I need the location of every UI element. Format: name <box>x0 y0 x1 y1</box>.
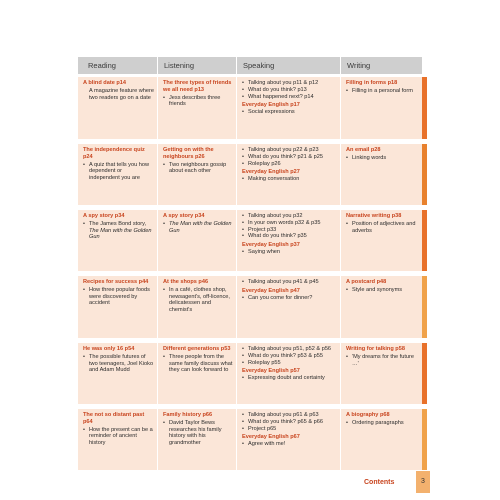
listening-cell <box>158 210 237 271</box>
header-reading: Reading <box>78 57 158 74</box>
speaking-cell <box>237 77 341 139</box>
reading-title: Recipes for success p44 <box>83 279 149 285</box>
speaking-item: • Talking about you p11 & p12 <box>242 80 337 87</box>
speaking-cell <box>237 144 341 205</box>
reading-cell <box>78 409 158 470</box>
everyday-english-title: Everyday English p47 <box>242 287 300 294</box>
speaking-item: • Project p65 <box>242 426 337 433</box>
reading-item: • How three popular foods were discovered by accident <box>83 287 154 307</box>
unit-row-3 <box>78 210 422 271</box>
listening-item: • Three people from the same family discuss what they can look forward to <box>163 354 233 374</box>
listening-title: Different generations p53 <box>163 346 231 352</box>
listening-item: • Two neighbours gossip about each other <box>163 162 233 176</box>
listening-item: • Jess describes three friends <box>163 95 233 109</box>
listening-title: At the shops p46 <box>163 279 209 285</box>
unit-tab-1 <box>422 77 427 139</box>
writing-item: • Style and synonyms <box>346 287 419 294</box>
speaking-item: • What do you think? p53 & p55 <box>242 353 337 360</box>
speaking-item: • Roleplay p55 <box>242 360 337 367</box>
reading-item-text: The James Bond story, <box>89 220 147 227</box>
everyday-english-title: Everyday English p37 <box>242 242 300 249</box>
unit-tab-6 <box>422 409 427 470</box>
unit-row-6 <box>78 409 422 470</box>
everyday-english-title: Everyday English p17 <box>242 102 300 109</box>
writing-cell <box>341 77 422 139</box>
unit-tab-3 <box>422 210 427 271</box>
footer-contents-label: Contents <box>364 479 395 486</box>
listening-title: A spy story p34 <box>163 213 205 219</box>
writing-title: An email p28 <box>346 147 381 153</box>
page-number: 3 <box>416 471 430 493</box>
reading-item-book: The Man with the Golden Gun <box>89 227 152 241</box>
reading-desc: A magazine feature where two readers go on a date <box>89 87 154 101</box>
speaking-item: • Project p33 <box>242 227 337 234</box>
writing-cell <box>341 210 422 271</box>
reading-title: A spy story p34 <box>83 213 125 219</box>
header-speaking: Speaking <box>237 57 341 74</box>
listening-cell <box>158 409 237 470</box>
writing-title: A biography p68 <box>346 412 390 418</box>
unit-row-1 <box>78 77 422 139</box>
speaking-item: • What do you think? p35 <box>242 233 337 240</box>
speaking-item: • Talking about you p41 & p45 <box>242 279 337 286</box>
listening-title: The three types of friends we all need p13 <box>163 80 232 93</box>
unit-tab-2 <box>422 144 427 205</box>
listening-cell <box>158 144 237 205</box>
listening-title: Getting on with the neighbours p26 <box>163 147 214 160</box>
listening-cell <box>158 77 237 139</box>
writing-title: A postcard p48 <box>346 279 387 285</box>
writing-item: • 'My dreams for the future …' <box>346 354 419 368</box>
reading-title: The independence quiz p24 <box>83 147 145 160</box>
reading-cell <box>78 276 158 338</box>
speaking-item: • Talking about you p51, p52 & p56 <box>242 346 337 353</box>
everyday-english-item: • Expressing doubt and certainty <box>242 375 337 382</box>
listening-cell <box>158 276 237 338</box>
writing-item: • Position of adjectives and adverbs <box>346 221 419 235</box>
reading-title: He was only 16 p54 <box>83 346 135 352</box>
header-writing: Writing <box>341 57 422 74</box>
everyday-english-item: • Can you come for dinner? <box>242 295 337 302</box>
writing-title: Narrative writing p38 <box>346 213 402 219</box>
speaking-item: • What do you think? p21 & p25 <box>242 154 337 161</box>
writing-cell <box>341 409 422 470</box>
unit-row-4 <box>78 276 422 338</box>
speaking-item: • In your own words p32 & p35 <box>242 220 337 227</box>
listening-title: Family history p66 <box>163 412 213 418</box>
unit-tab-4 <box>422 276 427 338</box>
everyday-english-title: Everyday English p57 <box>242 368 300 375</box>
speaking-item: • Talking about you p61 & p63 <box>242 412 337 419</box>
everyday-english-item: • Saying when <box>242 249 337 256</box>
writing-item: • Filling in a personal form <box>346 88 419 95</box>
unit-row-5 <box>78 343 422 404</box>
speaking-item: • What do you think? p13 <box>242 87 337 94</box>
reading-cell <box>78 77 158 139</box>
speaking-item: • What happened next? p14 <box>242 94 337 101</box>
reading-title: The not so distant past p64 <box>83 412 145 425</box>
speaking-item: • Roleplay p26 <box>242 161 337 168</box>
reading-item: • A quiz that tells you how dependent or independent you are <box>83 162 154 182</box>
reading-item <box>83 221 154 241</box>
reading-cell <box>78 343 158 404</box>
unit-tab-5 <box>422 343 427 404</box>
speaking-cell <box>237 210 341 271</box>
listening-item: • In a café, clothes shop, newsagent's, off-licence, delicatessen and chemist's <box>163 287 233 314</box>
speaking-item: • Talking about you p32 <box>242 213 337 220</box>
writing-item: • Ordering paragraphs <box>346 420 419 427</box>
listening-cell <box>158 343 237 404</box>
speaking-cell <box>237 343 341 404</box>
writing-cell <box>341 144 422 205</box>
reading-item: • The possible futures of two teenagers, Joel Kioko and Adam Mudd <box>83 354 154 374</box>
table-header <box>78 57 422 74</box>
everyday-english-item: • Social expressions <box>242 109 337 116</box>
speaking-cell <box>237 409 341 470</box>
speaking-item: • What do you think? p65 & p66 <box>242 419 337 426</box>
unit-row-2 <box>78 144 422 205</box>
reading-cell <box>78 144 158 205</box>
speaking-item: • Talking about you p22 & p23 <box>242 147 337 154</box>
writing-cell <box>341 343 422 404</box>
everyday-english-item: • Agree with me! <box>242 441 337 448</box>
speaking-cell <box>237 276 341 338</box>
listening-item: • The Man with the Golden Gun <box>163 221 233 235</box>
writing-title: Writing for talking p58 <box>346 346 405 352</box>
header-listening: Listening <box>158 57 237 74</box>
writing-title: Filling in forms p18 <box>346 80 398 86</box>
writing-cell <box>341 276 422 338</box>
listening-item: • David Taylor Bews researches his family history with his grandmother <box>163 420 233 447</box>
writing-item: • Linking words <box>346 155 419 162</box>
reading-item: • How the present can be a reminder of ancient history <box>83 427 154 447</box>
everyday-english-title: Everyday English p67 <box>242 434 300 441</box>
reading-title: A blind date p14 <box>83 80 126 86</box>
everyday-english-item: • Making conversation <box>242 176 337 183</box>
everyday-english-title: Everyday English p27 <box>242 169 300 176</box>
reading-cell <box>78 210 158 271</box>
